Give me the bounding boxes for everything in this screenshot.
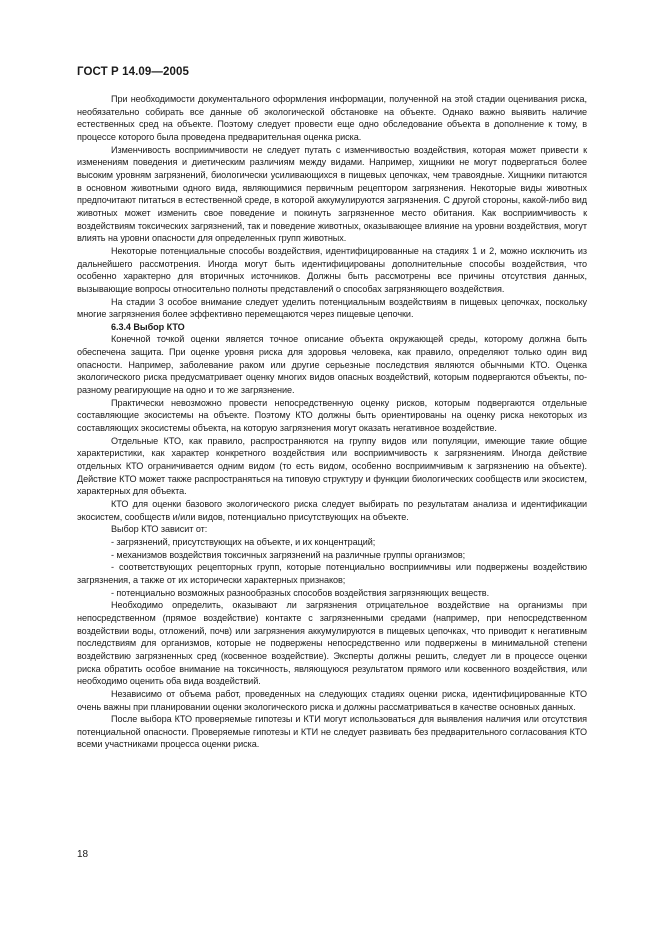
paragraph-susceptibility: Изменчивость восприимчивости не следует путать с изменчивостью воздействия, которая может привести к изменениям поведения и диетическим различиям между видами. Например, хищники не могут подвергаться более высоким уровням загрязнений, биологически усиливающихся в пищевых цепочках, чем травоядные. Хищники питаются в основном животными одного вида, являющимися первичным рецептором загрязнения. Некоторые виды животных предпочитают питаться в естественной среде, в которой аккумулируются загрязнения. С другой стороны, какой-либо вид животных может изменить свое поведение и покинуть загрязненное место обитания. Как восприимчивость к воздействиям токсических загрязнений, так и поведение животных, оказывающее влияние на уровни воздействия, могут влиять на уровни опасности для определенных групп животных.: [77, 144, 587, 244]
list-item: - загрязнений, присутствующих на объекте, и их концентраций;: [111, 536, 376, 547]
list-item: - соответствующих рецепторных групп, которые потенциально восприимчивы или подвержены воздействию загрязнения, а также от их исторически характерных признаков;: [77, 562, 587, 585]
paragraph-regardless: Независимо от объема работ, проведенных на следующих стадиях оценки риска, идентифицированные КТО очень важны при планировании оценки экологического риска и должны рассматриваться в качестве основных данных.: [77, 688, 587, 712]
paragraph-exposure-paths: Некоторые потенциальные способы воздействия, идентифицированные на стадиях 1 и 2, можно исключить из дальнейшего рассмотрения. Иногда могут быть идентифицированы дополнительные способы воздействия, что особенно характерно для вторичных источников. Должны быть рассмотрены все причины отсутствия данных, вызывающие вопросы относительно полноты представлений о способах загрязняющего воздействия.: [77, 245, 587, 294]
page-number: 18: [77, 849, 89, 860]
paragraph-assessment-endpoint: Конечной точкой оценки является точное описание объекта окружающей среды, которому должна быть обеспечена защита. При оценке уровня риска для здоровья человека, как правило, определяют только один вид опасности. Например, заболевание раком или другие серьезные последствия являются обычными КТО. Оценка экологического риска предусматривает оценку многих видов опасных воздействий, которым подвергаются объекты, по-разному реагирующие на одно и то же загрязнение.: [77, 334, 587, 396]
paragraph-documentation: При необходимости документального оформления информации, полученной на этой стадии оценивания риска, необязательно собирать все данные об экологической обстановке на объекте. Однако важно выявить наличие естественных сред на объекте. Поэтому следует провести еще одно обследование объекта в дополнение к тому, в процессе которого была проведена предварительная оценка риска.: [77, 94, 587, 142]
standard-header: ГОСТ Р 14.09—2005: [77, 66, 189, 78]
paragraph-practical: Практически невозможно провести непосредственную оценку рисков, которым подвергаются отдельные составляющие экосистемы на объекте. Поэтому КТО должны быть ориентированы на оценку риска некоторых из составляющих экосистемы объекта, на которую загрязнения могут оказать негативное воздействие.: [77, 397, 587, 434]
paragraph-individual-kto: Отдельные КТО, как правило, распространяются на группу видов или популяции, имеющие такие общие характеристики, как характер конкретного воздействия или восприимчивость к загрязнениям. Иногда действие отдельных КТО ограничивается одним видом (то есть видом, особенно восприимчивым к загрязнению на объекте). Действие КТО может также распространяться на типовую структуру и функции биологических сообществ или экосистем, характерных для объекта.: [77, 435, 587, 497]
body-text: [77, 93, 587, 751]
list-item: - механизмов воздействия токсичных загрязнений на различные группы организмов;: [111, 549, 466, 560]
paragraph-selection-depends: Выбор КТО зависит от:: [111, 524, 208, 535]
paragraph-food-chains: На стадии 3 особое внимание следует уделить потенциальным воздействиям в пищевых цепочках, поскольку многие загрязнения более эффективно перемещаются через пищевые цепочки.: [77, 296, 587, 320]
paragraph-after-selection: После выбора КТО проверяемые гипотезы и КТИ могут использоваться для выявления наличия или отсутствия потенциальной опасности. Проверяемые гипотезы и КТИ не следует развивать без предварительного согласования КТО всеми участниками процесса оценки риска.: [77, 714, 587, 750]
section-heading-6-3-4: 6.3.4 Выбор КТО: [111, 321, 185, 332]
list-item: - потенциально возможных разнообразных способов воздействия загрязняющих веществ.: [111, 587, 490, 598]
paragraph-baseline-risk: КТО для оценки базового экологического риска следует выбирать по результатам анализа и идентификации экосистем, сообществ и/или видов, потенциально присутствующих на объекте.: [77, 499, 587, 522]
paragraph-direct-indirect: Необходимо определить, оказывают ли загрязнения отрицательное воздействие на организмы при непосредственном (прямое воздействие) контакте с загрязненными средами (например, при непосредственном воздействии воды, отложений, почв) или загрязнения аккумулируются в пищевых цепочках, что приводит к негативным последствиям для организмов, которые не подвержены непосредственно или подвержены в минимальной степени воздействию загрязненных сред (косвенное воздействие). Эксперты должны решить, следует ли в процессе оценки риска обратить особое внимание на токсичность, являющуюся результатом прямого или косвенного воздействия, или необходимо оценить оба вида воздействий.: [77, 600, 587, 687]
